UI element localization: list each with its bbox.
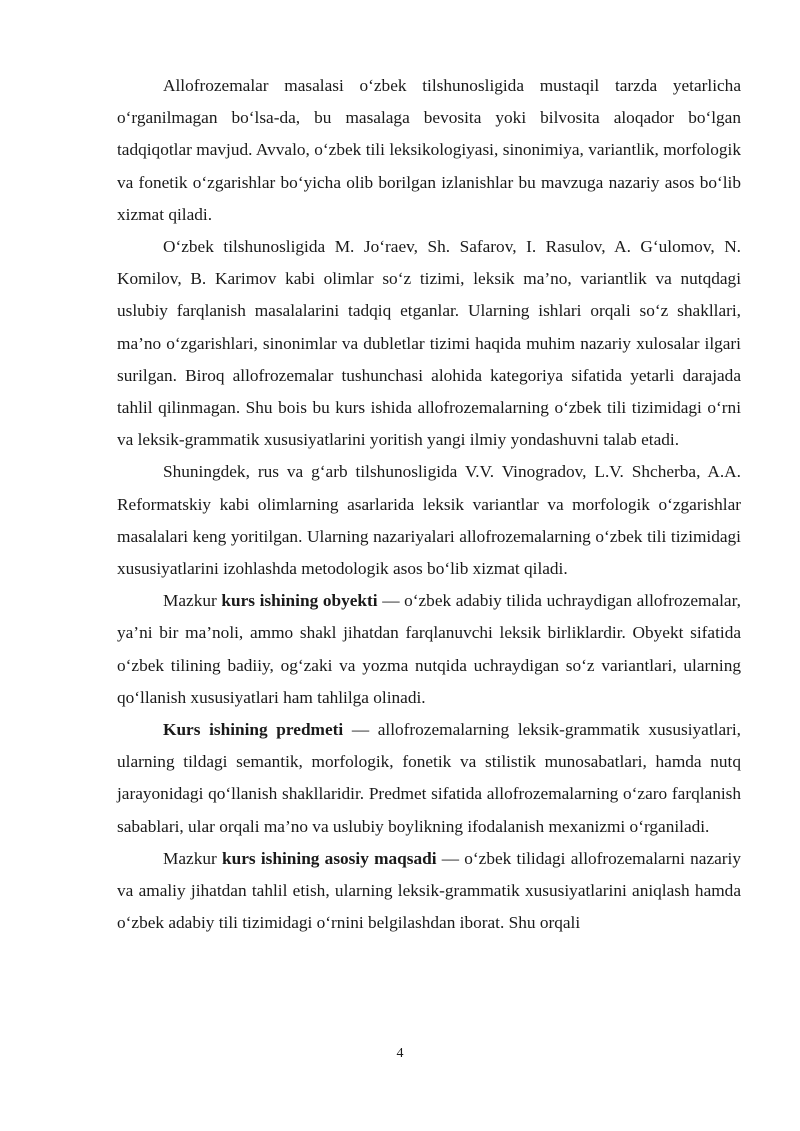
goal-body-text: — o‘zbek tilidagi allofrozemalarni nazariy va amaliy jihatdan tahlil etish, ularning leksik-grammatik xususiyatlarini aniqlash hamda o‘zbek adabiy tili tizimidagi o‘rnini belgilashdan iborat. Shu orqali: [117, 848, 741, 933]
paragraph-research-subject: [117, 714, 741, 843]
goal-lead-text: Mazkur: [163, 848, 222, 868]
object-lead-text: Mazkur: [163, 591, 222, 611]
paragraph-research-goal: [117, 843, 741, 940]
document-page: [117, 70, 741, 939]
object-body-text: — o‘zbek adabiy tilida uchraydigan allofrozemalar, ya’ni bir ma’noli, ammo shakl jihatdan farqlanuvchi leksik birliklardir. Obyekt sifatida o‘zbek tilining badiiy, og‘zaki va yozma nutqida uchraydigan so‘z variantlari, ularning qo‘llanish xususiyatlari ham tahlilga olinadi.: [117, 591, 741, 707]
paragraph-russian-western-scholars: Shuningdek, rus va g‘arb tilshunosligida V.V. Vinogradov, L.V. Shcherba, A.A. Reformatskiy kabi olimlarning asarlarida leksik variantlar va morfologik o‘zgarishlar masalalari keng yoritilgan. Ularning nazariyalari allofrozemalarning o‘zbek tili tizimidagi xususiyatlarini izohlashda metodologik asos bo‘lib xizmat qiladi.: [117, 462, 741, 579]
subject-bold-term: Kurs ishining predmeti: [163, 720, 344, 740]
paragraph-uzbek-scholars: O‘zbek tilshunosligida M. Jo‘raev, Sh. Safarov, I. Rasulov, A. G‘ulomov, N. Komilov, B. Karimov kabi olimlar so‘z tizimi, leksik ma’no, variantlik va nutqdagi uslubiy farqlanish masalalarini tadqiq etganlar. Ularning ishlari orqali so‘z shakllari, ma’no o‘zgarishlari, sinonimlar va dubletlar tizimi haqida muhim nazariy xulosalar ilgari surilgan. Biroq allofrozemalar tushunchasi alohida kategoriya sifatida yetarli darajada tahlil qilinmagan. Shu bois bu kurs ishida allofrozemalarning o‘zbek tili tizimidagi o‘rni va leksik-grammatik xususiyatlarini yoritish yangi ilmiy yondashuvni talab etadi.: [117, 237, 741, 450]
goal-bold-term: kurs ishining asosiy maqsadi: [221, 848, 437, 868]
object-bold-term: kurs ishining obyekti: [221, 591, 378, 611]
paragraph-literature-intro: Allofrozemalar masalasi o‘zbek tilshunosligida mustaqil tarzda yetarlicha o‘rganilmagan bo‘lsa-da, bu masalaga bevosita yoki bilvosita aloqador bo‘lgan tadqiqotlar mavjud. Avvalo, o‘zbek tili leksikologiyasi, sinonimiya, variantlik, morfologik va fonetik o‘zgarishlar bo‘yicha olib borilgan izlanishlar bu mavzuga nazariy asos bo‘lib xizmat qiladi.: [117, 76, 741, 224]
page-number: 4: [396, 1046, 404, 1061]
paragraph-research-object: [117, 585, 741, 714]
subject-body-text: — allofrozemalarning leksik-grammatik xususiyatlari, ularning tildagi semantik, morfologik, fonetik va stilistik munosabatlari, hamda nutq jarayonidagi qo‘llanish shakllaridir. Predmet sifatida allofrozemalarning o‘zaro farqlanish sabablari, ular orqali ma’no va uslubiy boylikning ifodalanish mexanizmi o‘rganiladi.: [117, 720, 741, 836]
